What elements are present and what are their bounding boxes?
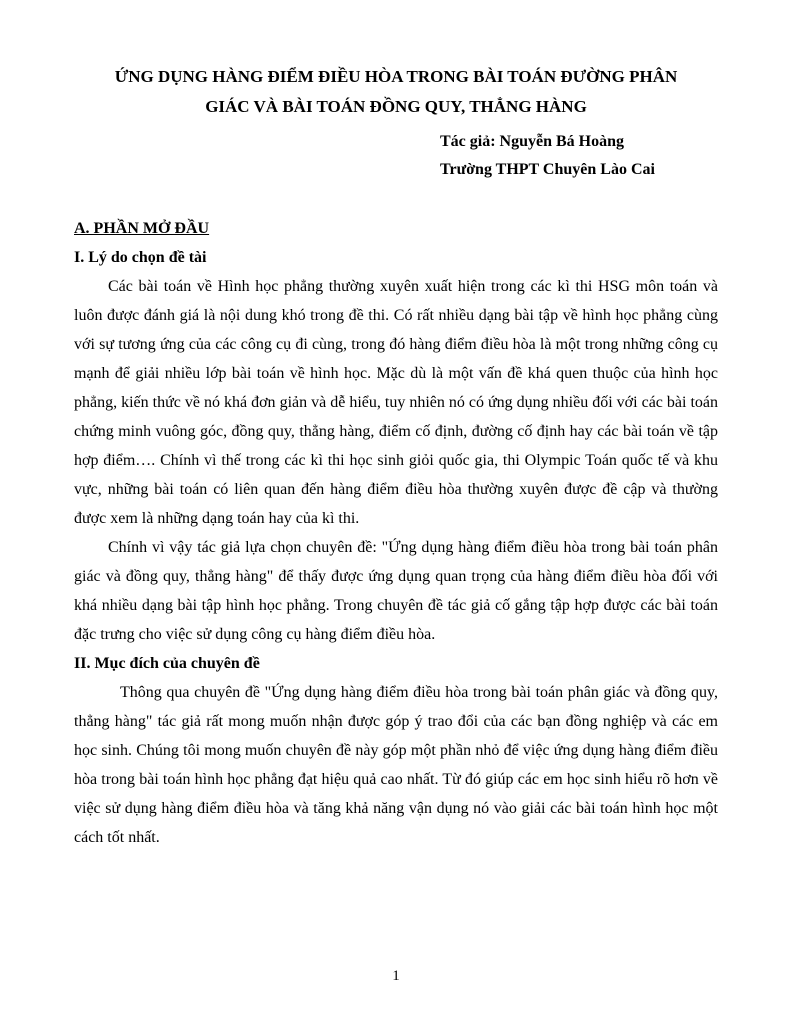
document-title bbox=[72, 62, 720, 122]
author-name: Tác giả: Nguyễn Bá Hoàng bbox=[440, 133, 625, 150]
author-block bbox=[440, 128, 655, 184]
paragraph: Chính vì vậy tác giả lựa chọn chuyên đề: "Ứng dụng hàng điểm điều hòa trong bài toán phân giác và đồng quy, thẳng hàng" để thấy được ứng dụng quan trọng của hàng điểm điều hòa đối với khá nhiều dạng bài tập hình học phẳng. Trong chuyên đề tác giả cố gắng tập hợp được các bài toán đặc trưng cho việc sử dụng công cụ hàng điểm điều hòa. bbox=[74, 539, 718, 643]
author-school: Trường THPT Chuyên Lào Cai bbox=[440, 161, 655, 178]
paragraph: Các bài toán về Hình học phẳng thường xuyên xuất hiện trong các kì thi HSG môn toán và luôn được đánh giá là nội dung khó trong đề thi. Có rất nhiều dạng bài tập về hình học phẳng cùng với sự tương ứng của các công cụ đi cùng, trong đó hàng điểm điều hòa là một trong những công cụ mạnh để giải nhiều lớp bài toán về hình học. Mặc dù là một vấn đề khá quen thuộc của hình học phẳng, kiến thức về nó khá đơn giản và dễ hiểu, tuy nhiên nó có ứng dụng nhiều đối với các bài toán chứng minh vuông góc, đồng quy, thẳng hàng, điểm cố định, đường cố định hay các bài toán về tập hợp điểm…. Chính vì thế trong các kì thi học sinh giỏi quốc gia, thi Olympic Toán quốc tế và khu vực, những bài toán có liên quan đến hàng điểm điều hòa thường xuyên được đề cập và thường được xem là những dạng toán hay của kì thi. bbox=[74, 278, 718, 527]
title-line-1: ỨNG DỤNG HÀNG ĐIỂM ĐIỀU HÒA TRONG BÀI TOÁN ĐƯỜNG PHÂN bbox=[114, 67, 678, 86]
title-line-2: GIÁC VÀ BÀI TOÁN ĐỒNG QUY, THẲNG HÀNG bbox=[205, 97, 587, 116]
document-body bbox=[74, 214, 718, 852]
paragraph: Thông qua chuyên đề "Ứng dụng hàng điểm điều hòa trong bài toán phân giác và đồng quy, thẳng hàng" tác giả rất mong muốn nhận được góp ý trao đổi của các bạn đồng nghiệp và các em học sinh. Chúng tôi mong muốn chuyên đề này góp một phần nhỏ để việc ứng dụng hàng điểm điều hòa trong bài toán hình học phẳng đạt hiệu quả cao nhất. Từ đó giúp các em học sinh hiểu rõ hơn về việc sử dụng hàng điểm điều hòa và tăng khả năng vận dụng nó vào giải các bài toán hình học một cách tốt nhất. bbox=[74, 684, 718, 846]
page-number: 1 bbox=[392, 968, 400, 984]
subsection-heading-purpose: II. Mục đích của chuyên đề bbox=[74, 655, 260, 672]
subsection-heading-reason: I. Lý do chọn đề tài bbox=[74, 249, 207, 266]
section-heading: A. PHẦN MỞ ĐẦU bbox=[74, 220, 210, 237]
